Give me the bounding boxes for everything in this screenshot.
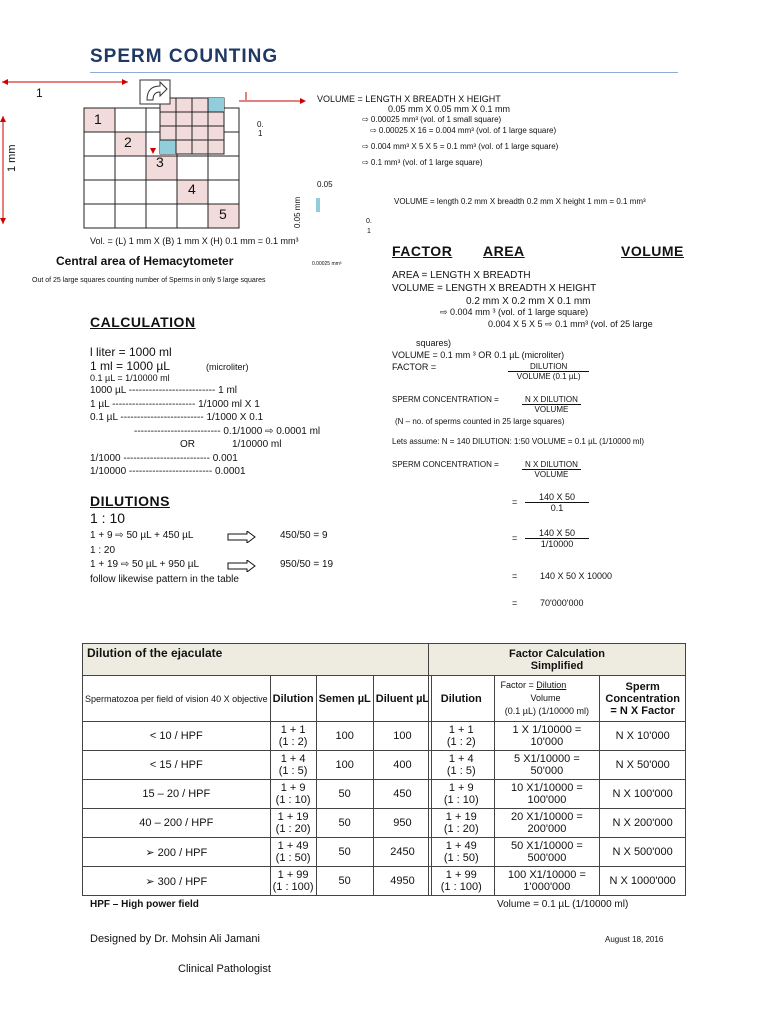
n-note: (N – no. of sperms counted in 25 large squares) [395, 417, 565, 426]
step1-numerator: 140 X 50 [525, 492, 589, 503]
dilution-table [82, 643, 432, 896]
table-row [429, 867, 686, 896]
dilution-ratio: 1 : 10 [90, 510, 126, 526]
calc-line: 1/1000 -------------------------- 0.001 [90, 453, 238, 464]
dilution-ratio: (1 : 50) [443, 852, 479, 864]
dilution-ratio: (1 : 2) [278, 736, 308, 748]
equals-sign: = [512, 533, 518, 543]
factor-table [428, 643, 686, 896]
dilution-sum: 1 + 9 [280, 782, 306, 794]
table-cell [429, 809, 495, 838]
table-row [429, 751, 686, 780]
table-cell: < 10 / HPF [83, 722, 271, 751]
factor-value: 50'000 [530, 765, 564, 777]
out-of-note: Out of 25 large squares counting number of Sperms in only 5 large squares [32, 277, 266, 284]
factor-line: VOLUME = 0.1 mm ³ OR 0.1 µL (microliter) [392, 350, 565, 360]
table-cell: < 15 / HPF [83, 751, 271, 780]
table-cell: 50 [316, 780, 373, 809]
table-cell: N X 200'000 [600, 809, 686, 838]
calc-line: -------------------------- 0.1/1000 ⇨ 0.0001 ml [134, 426, 321, 437]
dilution-ratio: (1 : 20) [275, 823, 311, 835]
factor-fraction [508, 362, 589, 381]
factor-calc: 20 X1/10000 = [510, 811, 583, 823]
factor-line: 0.004 X 5 X 5 ⇨ 0.1 mm³ (vol. of 25 large [488, 319, 653, 329]
table-cell: N X 10'000 [600, 722, 686, 751]
table-cell [270, 867, 316, 896]
table-row [429, 838, 686, 867]
table-cell [429, 751, 495, 780]
dilution-sum: 1 + 9 [448, 782, 474, 794]
sc2-fraction [522, 460, 581, 479]
volume-line: ⇨ 0.004 mm³ X 5 X 5 = 0.1 mm³ (vol. of 1 large square) [362, 142, 559, 151]
table-row [83, 867, 432, 896]
factor-denominator: VOLUME (0.1 µL) [516, 372, 581, 381]
factor-calc: 1 X 1/10000 = [512, 724, 582, 736]
factor-line: 0.2 mm X 0.2 mm X 0.1 mm [466, 296, 591, 307]
table-cell: 2450 [373, 838, 431, 867]
dilution-sum: 1 + 49 [445, 840, 477, 852]
cell-label: 3 [156, 154, 164, 170]
factor-volume: Volume [530, 693, 561, 703]
dilution-ratio: (1 : 50) [275, 852, 311, 864]
factor-line: squares) [416, 338, 452, 348]
dilution-sum: 1 + 4 [448, 753, 474, 765]
factor-heading: AREA [483, 243, 525, 259]
title-rule [90, 72, 678, 73]
table-cell: 4950 [373, 867, 431, 896]
volume-line: VOLUME = LENGTH X BREADTH X HEIGHT [317, 94, 501, 104]
factor-value: 500'000 [527, 852, 567, 864]
equals-sign: = [512, 598, 518, 608]
scale-top-label: 0.05 [317, 180, 333, 189]
table-row [83, 809, 432, 838]
dilution-sum: 1 + 4 [280, 753, 306, 765]
table-cell: 40 – 200 / HPF [83, 809, 271, 838]
sc-numerator: N X DILUTION [522, 395, 581, 405]
table-row [83, 751, 432, 780]
table-cell: 450 [373, 780, 431, 809]
table-cell: N X 1000'000 [600, 867, 686, 896]
one-label: 1 [36, 86, 43, 100]
calc-line: 1/10000 ------------------------- 0.0001 [90, 466, 246, 477]
table-cell [429, 722, 495, 751]
dilution-line: 1 : 20 [90, 545, 116, 556]
table-cell: 100 [316, 751, 373, 780]
step2-fraction [525, 528, 589, 549]
dilution-sum: 1 + 99 [277, 869, 309, 881]
small-label: 0. [257, 120, 264, 129]
dilution-ratio: (1 : 5) [278, 765, 308, 777]
scale-side-label: 0.05 mm [293, 196, 302, 228]
table-row [83, 780, 432, 809]
dilution-line: 1 + 19 ⇨ 50 µL + 950 µL [90, 559, 200, 570]
calc-line: OR [180, 439, 195, 450]
scale-bar [316, 198, 320, 212]
factor-calc: 5 X1/10000 = [514, 753, 580, 765]
scale-mini-label: 1 [367, 228, 371, 235]
table-cell [270, 780, 316, 809]
document-date: August 18, 2016 [605, 935, 664, 944]
sc-denominator: VOLUME [534, 405, 569, 414]
dilution-result: 450/50 = 9 [280, 530, 328, 541]
dilution-sum: 1 + 99 [445, 869, 477, 881]
dilution-line: 1 + 9 ⇨ 50 µL + 450 µL [90, 530, 194, 541]
table2-title [429, 644, 686, 676]
calc-line: 1/10000 ml [232, 439, 282, 450]
dilution-ratio: (1 : 2) [446, 736, 476, 748]
central-area-label: Central area of Hemacytometer [56, 254, 234, 268]
calc-line: (microliter) [206, 362, 249, 372]
tiny-box-label: 0.00025 mm³ [312, 261, 342, 267]
table2-header-dilution: Dilution [429, 676, 495, 722]
table-cell [270, 809, 316, 838]
table-row [429, 780, 686, 809]
volume-line: ⇨ 0.00025 X 16 = 0.004 mm³ (vol. of 1 large square) [370, 126, 557, 135]
dilution-ratio: (1 : 20) [443, 823, 479, 835]
dilution-ratio: (1 : 10) [443, 794, 479, 806]
sc2-label: SPERM CONCENTRATION = [392, 460, 499, 469]
table-cell [494, 722, 600, 751]
table1-header: Spermatozoa per field of vision 40 X objective [83, 676, 271, 722]
vol-text: Vol. = (L) 1 mm X (B) 1 mm X (H) 0.1 mm = 0.1 mm³ [90, 236, 299, 246]
table-cell: 15 – 20 / HPF [83, 780, 271, 809]
table-row [429, 722, 686, 751]
table-cell [429, 867, 495, 896]
dilution-sum: 1 + 1 [448, 724, 474, 736]
table-cell [270, 751, 316, 780]
calc-line: 0.1 µL = 1/10000 ml [90, 373, 170, 383]
calc-line: 1000 µL -------------------------- 1 ml [90, 385, 238, 396]
factor-eq: Factor = [500, 680, 534, 690]
dilution-note: follow likewise pattern in the table [90, 574, 239, 585]
dilution-sum: 1 + 1 [280, 724, 306, 736]
sperm-header-line: Sperm [625, 680, 660, 693]
page-title: SPERM COUNTING [90, 46, 279, 67]
table1-header: Diluent µL [373, 676, 431, 722]
calc-line: l liter = 1000 ml [90, 345, 172, 359]
table-row [83, 838, 432, 867]
table1-title: Dilution of the ejaculate [83, 644, 432, 676]
table-cell [494, 751, 600, 780]
table-cell: ➢ 200 / HPF [83, 838, 271, 867]
factor-calc: 100 X1/10000 = [507, 869, 586, 881]
sperm-header-line: = N X Factor [610, 704, 675, 717]
step4-result: 70'000'000 [540, 598, 584, 608]
calculation-heading: CALCULATION [90, 314, 196, 330]
mm-label: 1 mm [6, 144, 18, 172]
volume-line: ⇨ 0.1 mm³ (vol. of 1 large square) [362, 158, 483, 167]
sperm-header-line: Concentration [605, 692, 680, 705]
table-cell: 400 [373, 751, 431, 780]
calc-line: 1 ml = 1000 µL [90, 359, 170, 373]
dilution-sum: 1 + 19 [277, 811, 309, 823]
sc-fraction [522, 395, 581, 414]
volume-line: 0.05 mm X 0.05 mm X 0.1 mm [388, 104, 511, 114]
cell-label: 4 [188, 181, 196, 197]
volume-line: ⇨ 0.00025 mm³ (vol. of 1 small square) [362, 115, 502, 124]
step3: 140 X 50 X 10000 [540, 571, 613, 581]
table-cell: N X 50'000 [600, 751, 686, 780]
table-cell [429, 838, 495, 867]
table-cell: 50 [316, 867, 373, 896]
dilution-ratio: (1 : 100) [440, 881, 482, 893]
calc-line: 0.1 µL ------------------------- 1/1000 X 0.1 [90, 412, 264, 423]
table-cell: N X 100'000 [600, 780, 686, 809]
designer-role: Clinical Pathologist [178, 963, 271, 975]
dilution-result: 950/50 = 19 [280, 559, 334, 570]
small-grid-overlay [160, 98, 224, 154]
factor-volume-value: (0.1 µL) (1/10000 ml) [504, 706, 590, 716]
step1-fraction [525, 492, 589, 513]
factor-calc: 50 X1/10000 = [510, 840, 583, 852]
step2-numerator: 140 X 50 [525, 528, 589, 539]
table-cell [494, 780, 600, 809]
volume-line: VOLUME = length 0.2 mm X breadth 0.2 mm X height 1 mm = 0.1 mm³ [394, 197, 646, 206]
arrow-icon [227, 531, 257, 543]
dilution-sum: 1 + 49 [277, 840, 309, 852]
table-cell [429, 780, 495, 809]
hpf-footnote: HPF – High power field [90, 899, 199, 910]
table-cell: 50 [316, 809, 373, 838]
factor-value: 1'000'000 [523, 881, 571, 893]
table2-header-factor [494, 676, 600, 722]
cell-label: 2 [124, 134, 132, 150]
sc-label: SPERM CONCENTRATION = [392, 395, 499, 404]
table-row [83, 722, 432, 751]
table-cell: 100 [316, 722, 373, 751]
sc2-denominator: VOLUME [534, 470, 569, 479]
cell-label: 1 [94, 111, 102, 127]
equals-sign: = [512, 571, 518, 581]
factor-line: AREA = LENGTH X BREADTH [392, 270, 531, 281]
table-cell: 950 [373, 809, 431, 838]
factor-formula-label: FACTOR = [392, 362, 437, 372]
factor-numerator: DILUTION [508, 362, 589, 372]
small-label: 1 [258, 129, 263, 138]
arrow-icon [227, 560, 257, 572]
calc-line: 1 µL ------------------------- 1/1000 ml X 1 [90, 399, 260, 410]
volume-footnote: Volume = 0.1 µL (1/10000 ml) [497, 899, 629, 910]
table-cell: N X 500'000 [600, 838, 686, 867]
factor-dilution: Dilution [536, 680, 567, 690]
dilution-sum: 1 + 19 [445, 811, 477, 823]
table-cell [494, 809, 600, 838]
factor-line: ⇨ 0.004 mm ³ (vol. of 1 large square) [440, 307, 589, 317]
factor-value: 200'000 [527, 823, 567, 835]
dilution-ratio: (1 : 5) [446, 765, 476, 777]
table-cell [270, 838, 316, 867]
designer-credit: Designed by Dr. Mohsin Ali Jamani [90, 933, 260, 945]
table-cell: 100 [373, 722, 431, 751]
factor-line: VOLUME = LENGTH X BREADTH X HEIGHT [392, 283, 597, 294]
table-cell [494, 838, 600, 867]
table2-title-line: Factor Calculation [509, 647, 605, 660]
step1-denominator: 0.1 [550, 503, 564, 513]
factor-calc: 10 X1/10000 = [510, 782, 583, 794]
factor-value: 100'000 [527, 794, 567, 806]
table2-title-line: Simplified [530, 659, 584, 672]
assume-line: Lets assume: N = 140 DILUTION: 1:50 VOLUME = 0.1 µL (1/10000 ml) [392, 437, 644, 446]
table-cell: 50 [316, 838, 373, 867]
table1-header: Semen µL [316, 676, 373, 722]
factor-value: 10'000 [530, 736, 564, 748]
table2-header-sperm [600, 676, 686, 722]
cell-label: 5 [219, 206, 227, 222]
table-cell [494, 867, 600, 896]
step2-denominator: 1/10000 [540, 539, 574, 549]
table-cell [270, 722, 316, 751]
dilution-ratio: (1 : 100) [272, 881, 314, 893]
scale-mini-label: 0. [366, 218, 372, 225]
sc2-numerator: N X DILUTION [522, 460, 581, 470]
table1-header: Dilution [270, 676, 316, 722]
equals-sign: = [512, 497, 518, 507]
dilutions-heading: DILUTIONS [90, 493, 170, 509]
dilution-ratio: (1 : 10) [275, 794, 311, 806]
table-cell: ➢ 300 / HPF [83, 867, 271, 896]
factor-heading: VOLUME [621, 243, 684, 259]
factor-heading: FACTOR [392, 243, 453, 259]
table-row [429, 809, 686, 838]
